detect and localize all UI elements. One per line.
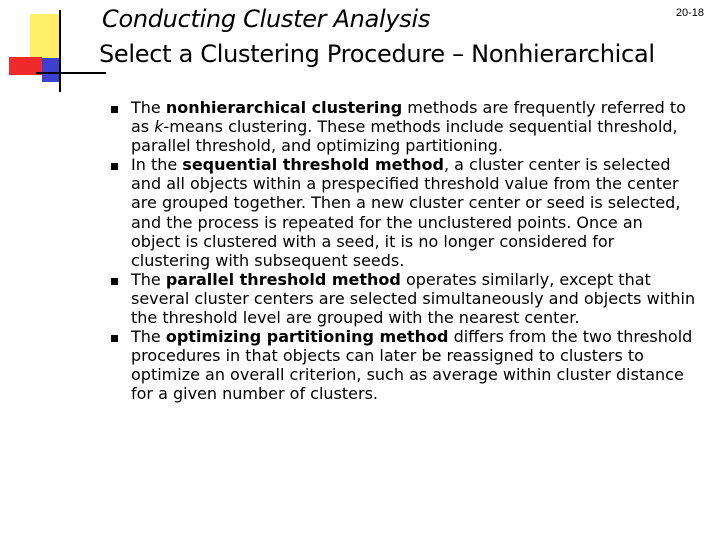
bullet-text [131,155,696,270]
decor-yellow-square [30,14,60,58]
bullet-text [131,327,696,403]
bullet-bold-term: parallel threshold method [165,269,401,289]
bullet-text [131,270,696,327]
decor-vertical-line [59,10,61,92]
bullet-text-run: differs from the two threshold procedures in that objects can later be reassigned to clusters to optimize an overall criterion, such as average within cluster distance for a given number of clusters. [131,327,693,404]
bullet-bold-term: nonhierarchical clustering [165,98,403,117]
bullet-text-run: , a cluster center is selected and all objects within a prespecified threshold value from the center are grouped together. Then a new cluster center or seed is selected, and the process is repeated for the unclustered points. Once an object is clustered with a seed, it is no longer considered for clustering with subsequent seeds. [131,155,681,270]
bullet-item [0,327,720,403]
bullet-bold-term: optimizing partitioning method [165,327,449,347]
bullet-item [0,155,720,270]
slide-title: Select a Clustering Procedure – Nonhierarchical [99,40,655,68]
decor-blue-square [42,58,60,82]
square-bullet-icon [111,163,118,170]
bullet-text-run: In the [131,155,183,175]
square-bullet-icon [111,278,118,285]
bullet-italic-term: k [154,117,164,137]
decor-horizontal-line [36,72,106,74]
bullet-bold-term: sequential threshold method [182,155,444,175]
slide-subject: Conducting Cluster Analysis [102,5,431,33]
bullet-item [0,98,720,155]
page-number: 20-18 [675,7,704,19]
bullet-text [131,98,696,155]
bullet-text-run: The [131,327,166,347]
bullet-list [0,98,720,404]
square-bullet-icon [111,106,118,113]
bullet-text-run: The [131,98,166,117]
bullet-text-run: operates similarly, except that several cluster centers are selected simultaneously and objects within the threshold level are grouped with the nearest center. [131,269,696,328]
bullet-text-run: The [131,269,166,289]
square-bullet-icon [111,335,118,342]
bullet-text-run: methods are frequently referred to as [131,98,686,137]
bullet-text-run: -means clustering. These methods include sequential threshold, parallel threshold, and optimizing partitioning. [131,117,678,156]
bullet-item [0,270,720,327]
